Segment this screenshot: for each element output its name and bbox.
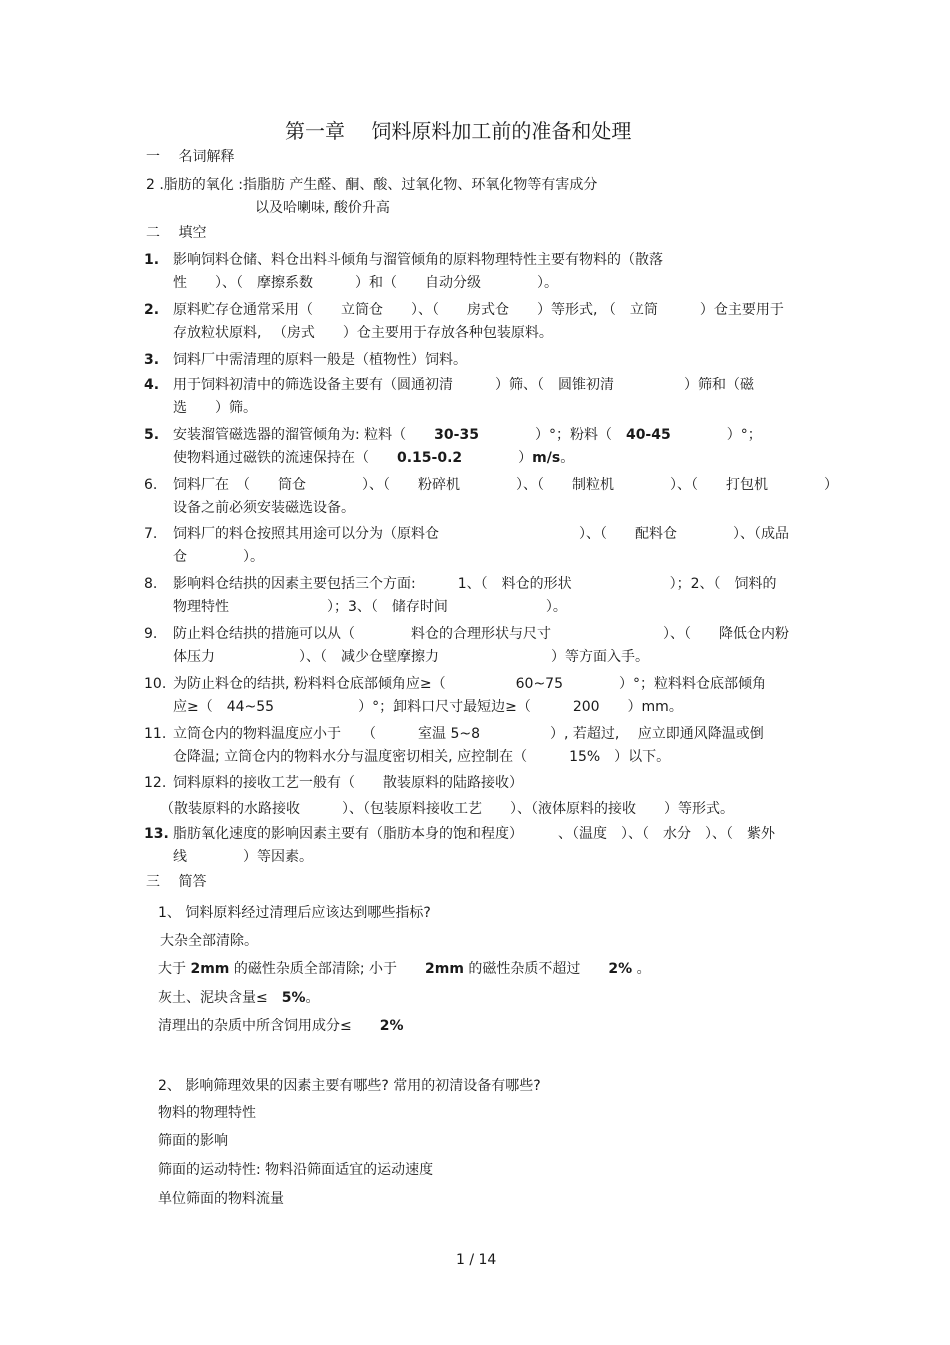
question: 2、 影响筛理效果的因素主要有哪些? 常用的初清设备有哪些? bbox=[158, 1078, 541, 1094]
answer-line: 大杂全部清除。 bbox=[160, 933, 258, 949]
answer-line: 筛面的影响 bbox=[158, 1133, 228, 1149]
item-text: 影响料仓结拱的因素主要包括三个方面: 1、（ 料仓的形状 ）；2、（ 饲料的 bbox=[173, 576, 777, 592]
item-number: 9. bbox=[144, 626, 158, 642]
item-text: 防止料仓结拱的措施可以从（ 料仓的合理形状与尺寸 ）、（ 降低仓内粉 bbox=[173, 626, 789, 642]
answer-line: 灰土、泥块含量≤ 5%。 bbox=[158, 990, 320, 1006]
item-text: 仓 ）。 bbox=[173, 549, 264, 565]
answer-line: 单位筛面的物料流量 bbox=[158, 1191, 284, 1207]
item-number: 1. bbox=[144, 252, 160, 268]
answer-line: 大于 2mm 的磁性杂质全部清除; 小于 2mm 的磁性杂质不超过 2% 。 bbox=[158, 961, 651, 977]
item-text: 饲料厂在 （ 筒仓 ）、（ 粉碎机 ）、（ 制粒机 ）、（ 打包机 ） bbox=[173, 477, 838, 493]
item-text: 饲料厂中需清理的原料一般是（植物性）饲料。 bbox=[173, 352, 467, 368]
answer-line: 物料的物理特性 bbox=[158, 1105, 256, 1121]
item-number: 10. bbox=[144, 676, 167, 692]
item-text: 体压力 ）、（ 减少仓壁摩擦力 ）等方面入手。 bbox=[173, 649, 649, 665]
question: 1、 饲料原料经过清理后应该达到哪些指标? bbox=[158, 905, 431, 921]
item-text: 使物料通过磁铁的流速保持在（ 0.15-0.2 ）m/s。 bbox=[173, 450, 575, 466]
item-number: 11. bbox=[144, 726, 167, 742]
section-heading-fill-blank: 二 填空 bbox=[146, 225, 207, 241]
page-title: 第一章 饲料原料加工前的准备和处理 bbox=[285, 119, 632, 143]
section-heading-short-answer: 三 简答 bbox=[146, 874, 207, 890]
answer-line: 筛面的运动特性: 物料沿筛面适宜的运动速度 bbox=[158, 1162, 434, 1178]
definition-line-1: 2 .脂肪的氧化 :指脂肪 产生醛、酮、酸、过氧化物、环氧化物等有害成分 bbox=[146, 177, 598, 193]
item-text: 饲料原料的接收工艺一般有（ 散装原料的陆路接收） bbox=[173, 775, 523, 791]
item-text: 立筒仓内的物料温度应小于 （ 室温 5~8 ）, 若超过, 应立即通风降温或倒 bbox=[173, 726, 764, 742]
item-number: 5. bbox=[144, 427, 160, 443]
item-text: 线 ）等因素。 bbox=[173, 849, 313, 865]
item-text: 性 ）、（ 摩擦系数 ）和（ 自动分级 ）。 bbox=[173, 275, 558, 291]
item-text: 物理特性 ）；3、（ 储存时间 ）。 bbox=[173, 599, 567, 615]
item-text: 饲料厂的料仓按照其用途可以分为（原料仓 ）、（ 配料仓 ）、（成品 bbox=[173, 526, 789, 542]
item-text: 应≥（ 44~55 ）°；卸料口尺寸最短边≥（ 200 ）mm。 bbox=[173, 699, 683, 715]
answer-line: 清理出的杂质中所含饲用成分≤ 2% bbox=[158, 1018, 404, 1034]
item-text: 存放粒状原料, （房式 ）仓主要用于存放各种包装原料。 bbox=[173, 325, 553, 341]
section-heading-definitions: 一 名词解释 bbox=[146, 149, 235, 165]
item-text: 设备之前必须安装磁选设备。 bbox=[173, 500, 355, 516]
item-text: 仓降温; 立筒仓内的物料水分与温度密切相关, 应控制在（ 15% ）以下。 bbox=[173, 749, 671, 765]
item-text: 影响饲料仓储、料仓出料斗倾角与溜管倾角的原料物理特性主要有物料的（散落 bbox=[173, 252, 663, 268]
item-text: 原料贮存仓通常采用（ 立筒仓 ）、（ 房式仓 ）等形式, （ 立筒 ）仓主要用于 bbox=[173, 302, 784, 318]
item-text: 为防止料仓的结拱, 粉料料仓底部倾角应≥（ 60~75 ）°；粒料料仓底部倾角 bbox=[173, 676, 766, 692]
item-number: 8. bbox=[144, 576, 158, 592]
item-text: 选 ）筛。 bbox=[173, 400, 257, 416]
item-text: 脂肪氧化速度的影响因素主要有（脂肪本身的饱和程度） 、（温度 ）、（ 水分 ）、（ 紫外 bbox=[173, 826, 775, 842]
item-number: 2. bbox=[144, 302, 160, 318]
definition-line-2: 以及哈喇味, 酸价升高 bbox=[255, 200, 390, 216]
item-number: 4. bbox=[144, 377, 160, 393]
page-number: 1 / 14 bbox=[456, 1252, 497, 1268]
item-number: 6. bbox=[144, 477, 158, 493]
item-text: （散装原料的水路接收 ）、（包装原料接收工艺 ）、（液体原料的接收 ）等形式。 bbox=[160, 801, 734, 817]
item-number: 3. bbox=[144, 352, 160, 368]
item-number: 13. bbox=[144, 826, 169, 842]
item-text: 用于饲料初清中的筛选设备主要有（圆通初清 ）筛、（ 圆锥初清 ）筛和（磁 bbox=[173, 377, 754, 393]
item-number: 12. bbox=[144, 775, 167, 791]
item-number: 7. bbox=[144, 526, 158, 542]
item-text: 安装溜管磁选器的溜管倾角为: 粒料（ 30-35 ）°；粉料（ 40-45 ）°； bbox=[173, 427, 762, 443]
